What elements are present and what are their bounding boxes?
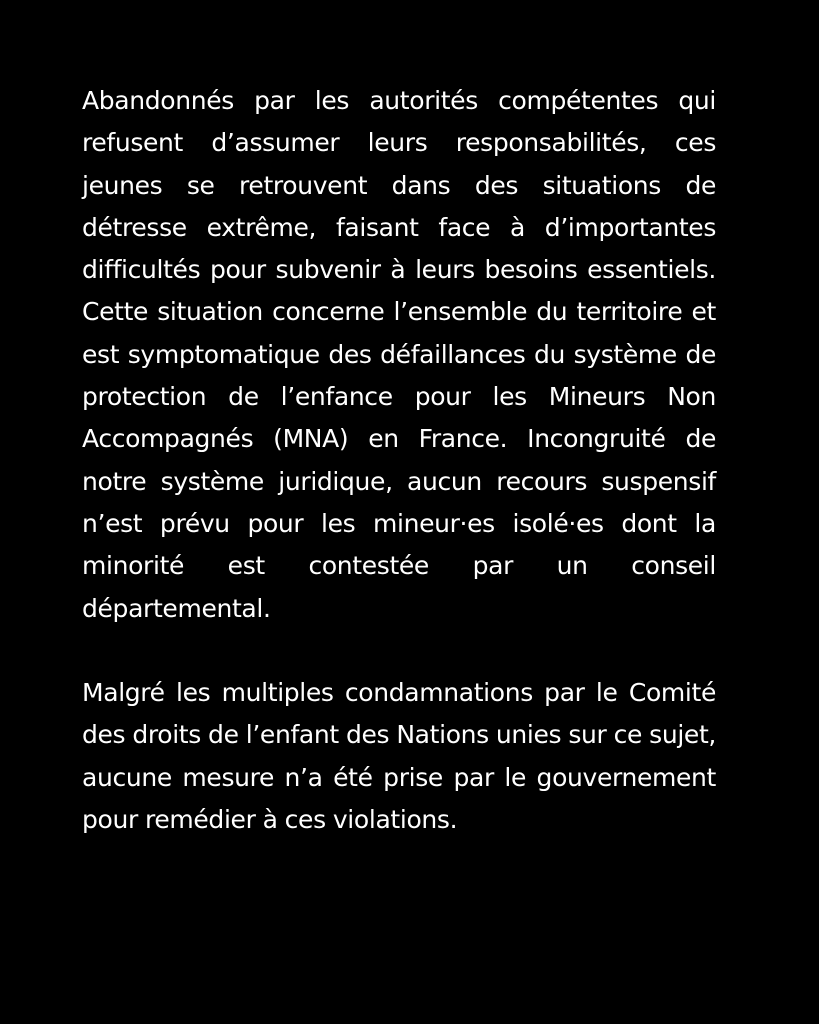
paragraph-1: Abandonnés par les autorités compétentes qui refusent d’assumer leurs responsabilités, ces jeunes se retrouvent dans des situations de détresse extrême, faisant face à d’importantes difficultés pour subvenir à leurs besoins essentiels. Cette situation concerne l’ensemble du territoire et est symptomatique des défaillances du système de protection de l’enfance pour les Mineurs Non Accompagnés (MNA) en France. Incongruité de notre système juridique, aucun recours suspensif n’est prévu pour les mineur·es isolé·es dont la minorité est contestée par un conseil départemental. — [82, 86, 716, 623]
paragraph-2: Malgré les multiples condamnations par le Comité des droits de l’enfant des Nations unies sur ce sujet, aucune mesure n’a été prise par le gouvernement pour remédier à ces violations. — [82, 678, 716, 835]
body-text — [82, 80, 716, 841]
